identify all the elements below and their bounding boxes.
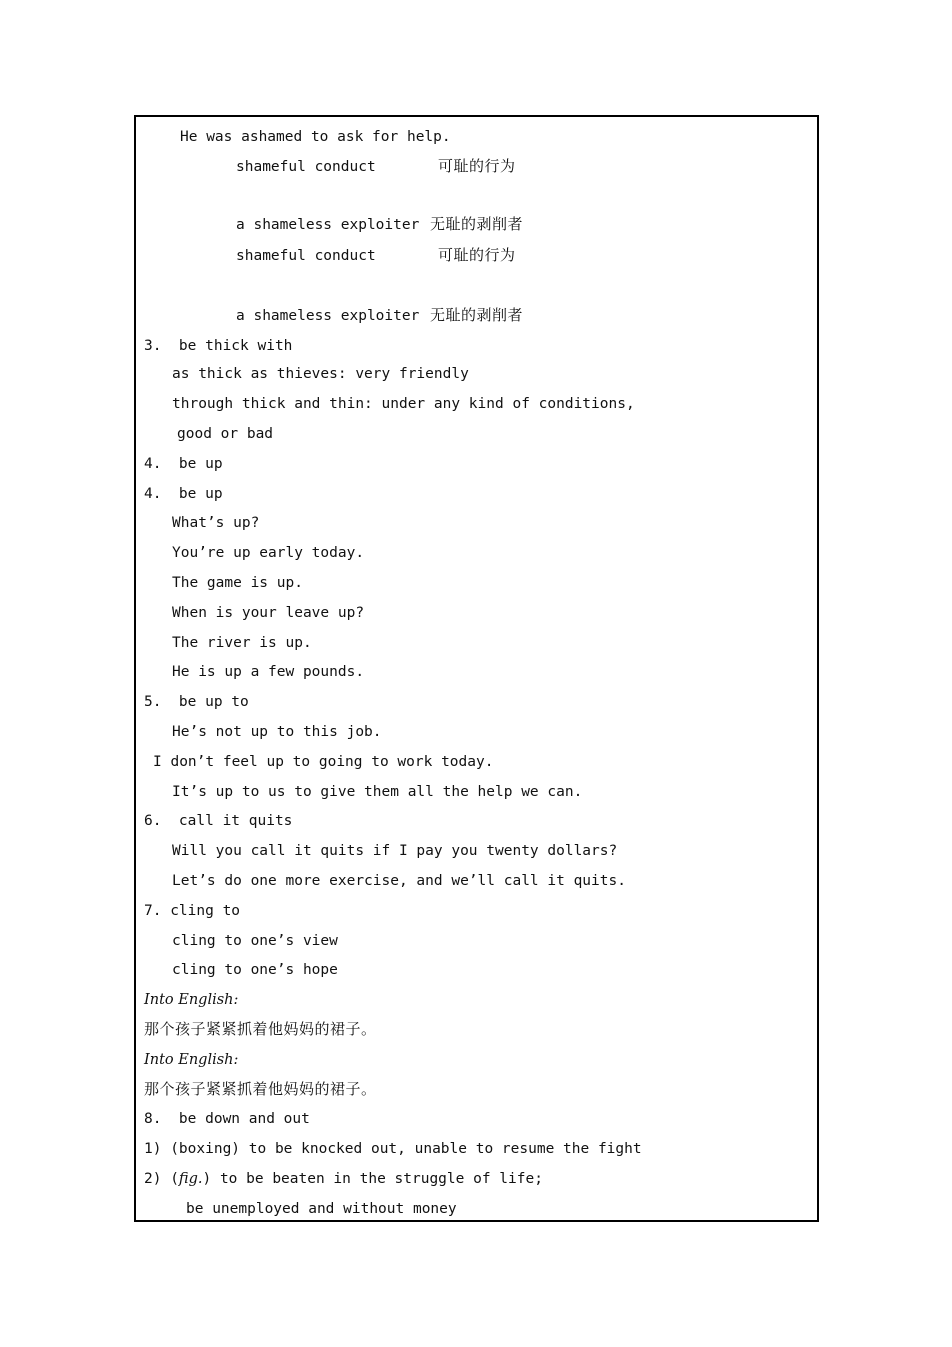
example-one-more-exercise: Let’s do one more exercise, and we’ll call it quits. [172, 873, 626, 889]
phrase-shameless-exploiter: a shameless exploiter [236, 217, 420, 233]
example-leave-up: When is your leave up? [172, 605, 365, 621]
translation-shameful-conduct-2: 可耻的行为 [438, 246, 516, 264]
def-unemployed: be unemployed and without money [186, 1201, 457, 1217]
heading-be-thick-with: 3. be thick with [144, 338, 293, 354]
example-up-to-us: It’s up to us to give them all the help we can. [172, 784, 583, 800]
def-thick-as-thieves: as thick as thieves: very friendly [172, 366, 469, 382]
example-whats-up: What’s up? [172, 515, 260, 531]
example-game-up: The game is up. [172, 575, 303, 591]
translation-shameless-exploiter-2: 无耻的剥削者 [430, 306, 524, 324]
heading-be-down-and-out: 8. be down and out [144, 1111, 310, 1127]
translation-shameless-exploiter: 无耻的剥削者 [430, 215, 524, 233]
example-pounds-up: He is up a few pounds. [172, 664, 365, 680]
phrase-shameless-exploiter-2: a shameless exploiter [236, 308, 420, 324]
label-into-english: Into English: [144, 992, 239, 1008]
example-up-early: You’re up early today. [172, 545, 365, 561]
heading-cling-to: 7. cling to [144, 903, 241, 919]
example-river-up: The river is up. [172, 635, 312, 651]
def-figurative-text: ) to be beaten in the struggle of life; [202, 1171, 543, 1187]
label-into-english-2: Into English: [144, 1052, 239, 1068]
def-through-thick-and-thin: through thick and thin: under any kind of conditions, [172, 396, 635, 412]
def-boxing: 1) (boxing) to be knocked out, unable to resume the fight [144, 1141, 642, 1157]
phrase-shameful-conduct-2: shameful conduct [236, 248, 376, 264]
example-cling-hope: cling to one’s hope [172, 962, 338, 978]
exercise-chinese-sentence-2: 那个孩子紧紧抓着他妈妈的裙子。 [144, 1080, 377, 1098]
example-cling-view: cling to one’s view [172, 933, 338, 949]
example-dont-feel-up-to: I don’t feel up to going to work today. [153, 754, 494, 770]
example-not-up-to-job: He’s not up to this job. [172, 724, 382, 740]
example-ashamed: He was ashamed to ask for help. [180, 129, 451, 145]
heading-be-up-2: 4. be up [144, 486, 223, 502]
heading-call-it-quits: 6. call it quits [144, 813, 293, 829]
def-good-or-bad: good or bad [177, 426, 274, 442]
heading-be-up: 4. be up [144, 456, 223, 472]
def-figurative-prefix: 2) ( [144, 1171, 179, 1187]
abbr-fig: fig. [178, 1171, 203, 1187]
exercise-chinese-sentence: 那个孩子紧紧抓着他妈妈的裙子。 [144, 1020, 377, 1038]
example-call-it-quits-dollars: Will you call it quits if I pay you twenty dollars? [172, 843, 618, 859]
heading-be-up-to: 5. be up to [144, 694, 249, 710]
translation-shameful-conduct: 可耻的行为 [438, 157, 516, 175]
def-figurative [144, 1170, 543, 1188]
phrase-shameful-conduct: shameful conduct [236, 159, 376, 175]
